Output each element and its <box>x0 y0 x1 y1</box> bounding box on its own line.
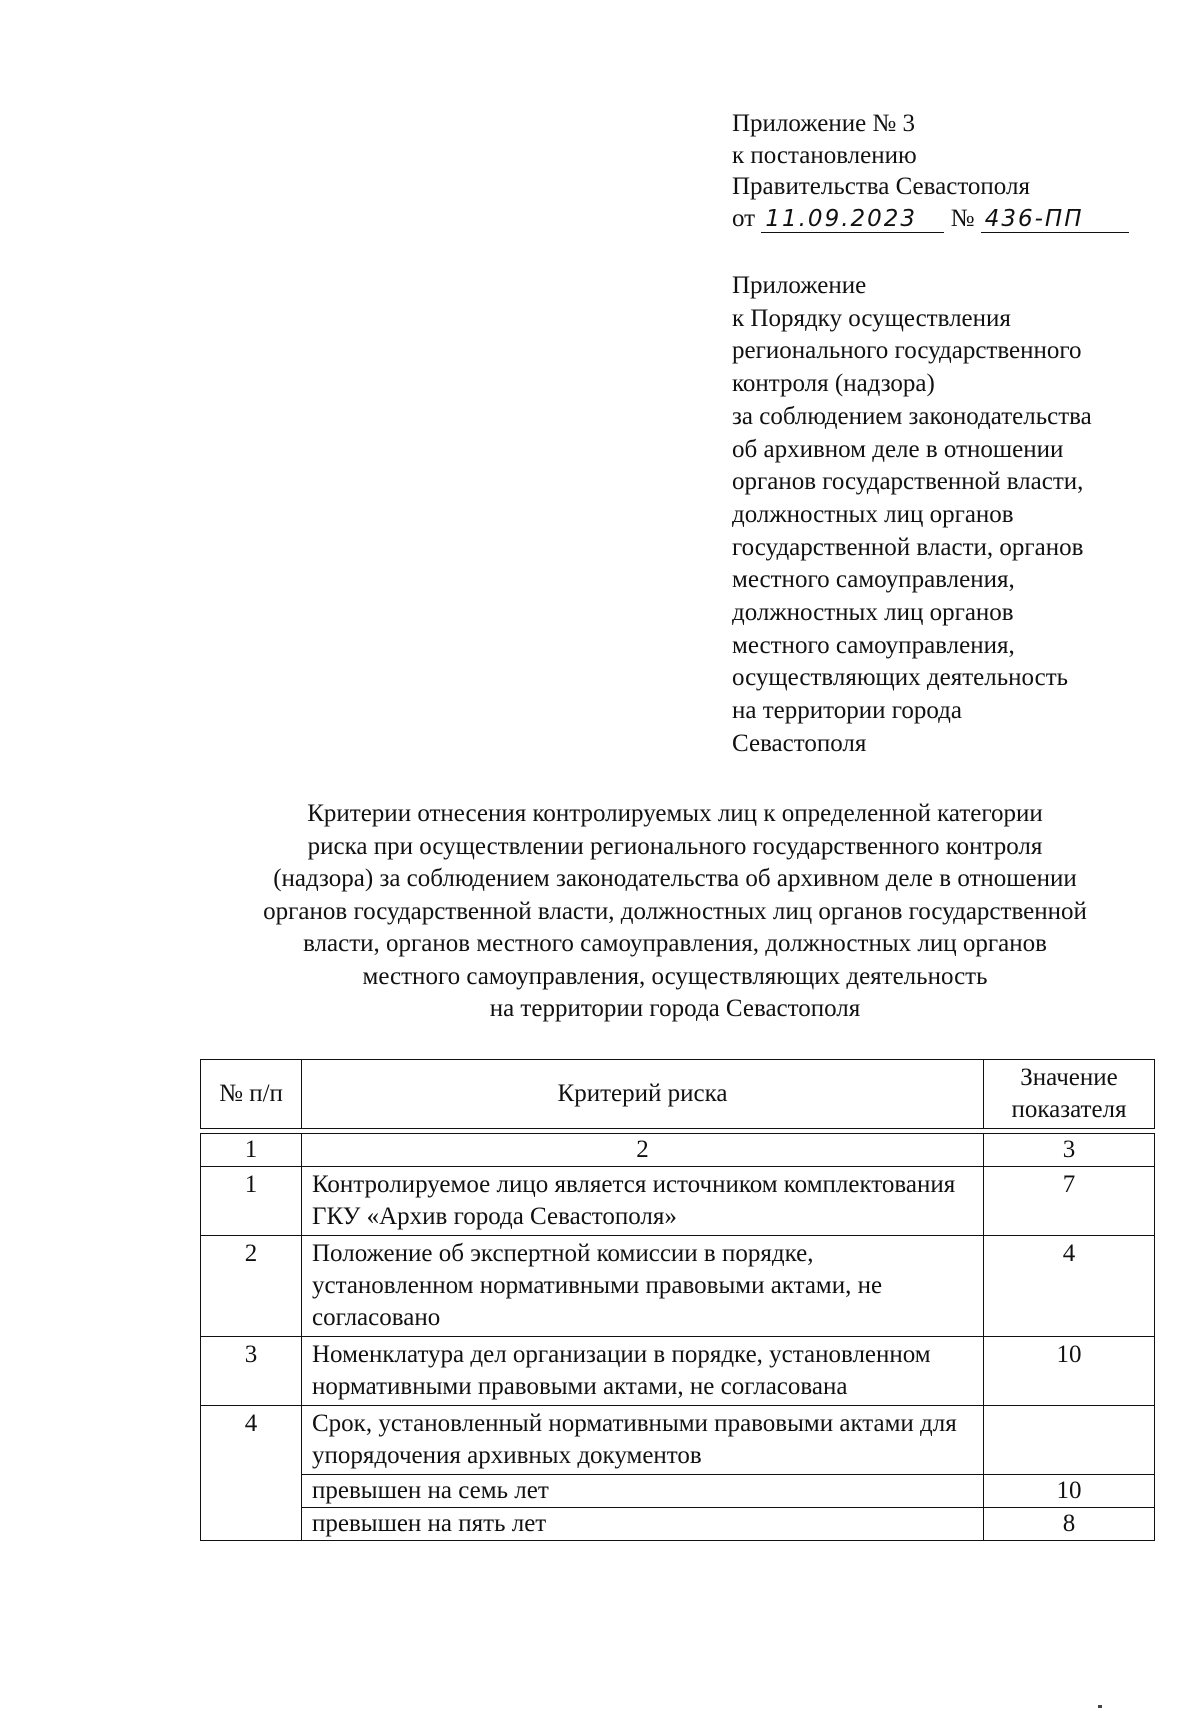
title-line: на территории города Севастополя <box>489 995 861 1022</box>
order-line: должностных лиц органов <box>732 500 1014 528</box>
from-label: от <box>732 204 756 232</box>
handwritten-number: 436-ПП <box>981 206 1129 233</box>
order-line: местного самоуправления, <box>732 631 1015 659</box>
order-line: на территории города <box>732 697 962 725</box>
row-value: 7 <box>984 1167 1155 1236</box>
order-line: к Порядку осуществления <box>732 304 1011 332</box>
number-label: № <box>950 204 975 232</box>
order-line: местного самоуправления, <box>732 566 1015 594</box>
table-subrow <box>201 1508 1155 1541</box>
subrow-value: 10 <box>984 1475 1155 1508</box>
order-line: государственной власти, органов <box>732 533 1084 561</box>
table-row <box>201 1406 1155 1475</box>
header-value: Значение показателя <box>984 1060 1155 1129</box>
row-value: 10 <box>984 1337 1155 1406</box>
subrow-criterion: превышен на пять лет <box>302 1508 984 1541</box>
header-num: № п/п <box>201 1060 302 1129</box>
risk-criteria-table <box>200 1059 1155 1541</box>
row-num: 1 <box>201 1167 302 1236</box>
row-num: 2 <box>201 1236 302 1337</box>
order-line: должностных лиц органов <box>732 599 1014 627</box>
title-line: риска при осуществлении регионального государственного контроля <box>307 832 1043 860</box>
order-line: органов государственной власти, <box>732 468 1084 496</box>
appendix-line: Правительства Севастополя <box>732 173 1030 200</box>
appendix-line: к постановлению <box>732 141 917 169</box>
column-number-row <box>201 1134 1155 1167</box>
column-number: 1 <box>201 1134 302 1167</box>
order-line: Приложение <box>732 272 867 299</box>
document-title <box>150 798 1200 1026</box>
title-line: местного самоуправления, осуществляющих деятельность <box>362 962 988 990</box>
column-number: 2 <box>302 1134 984 1167</box>
table-header-row <box>201 1060 1155 1129</box>
subrow-criterion: превышен на семь лет <box>302 1475 984 1508</box>
appendix-header <box>732 108 1129 234</box>
handwritten-date: 11.09.2023 <box>761 206 944 233</box>
title-line: власти, органов местного самоуправления, должностных лиц органов <box>303 930 1047 957</box>
row-criterion: Контролируемое лицо является источником комплектования ГКУ «Архив города Севастополя» <box>302 1167 984 1236</box>
column-number: 3 <box>984 1134 1155 1167</box>
row-criterion: Срок, установленный нормативными правовыми актами для упорядочения архивных документов <box>302 1406 984 1475</box>
table-row <box>201 1236 1155 1337</box>
order-line: осуществляющих деятельность <box>732 664 1069 692</box>
order-line: за соблюдением законодательства <box>732 402 1092 430</box>
row-num: 4 <box>201 1406 302 1541</box>
title-line: Критерии отнесения контролируемых лиц к определенной категории <box>307 800 1043 827</box>
title-line: органов государственной власти, должностных лиц органов государственной <box>263 897 1087 925</box>
table-row <box>201 1167 1155 1236</box>
order-line: регионального государственного <box>732 337 1082 365</box>
row-num: 3 <box>201 1337 302 1406</box>
table-row <box>201 1337 1155 1406</box>
header-criterion: Критерий риска <box>302 1060 984 1129</box>
title-line: (надзора) за соблюдением законодательства об архивном деле в отношении <box>273 865 1077 892</box>
order-line: Севастополя <box>732 729 867 757</box>
order-appendix <box>732 270 1092 761</box>
row-criterion: Номенклатура дел организации в порядке, установленном нормативными правовыми актами, не согласована <box>302 1337 984 1406</box>
order-line: контроля (надзора) <box>732 370 935 398</box>
appendix-date-line <box>732 203 1129 235</box>
order-line: об архивном деле в отношении <box>732 435 1064 463</box>
scan-speck <box>1098 1705 1102 1708</box>
subrow-value: 8 <box>984 1508 1155 1541</box>
row-value <box>984 1406 1155 1475</box>
table-subrow <box>201 1475 1155 1508</box>
row-criterion: Положение об экспертной комиссии в порядке, установленном нормативными правовыми актами, не согласовано <box>302 1236 984 1337</box>
appendix-title: Приложение № 3 <box>732 110 916 137</box>
row-value: 4 <box>984 1236 1155 1337</box>
